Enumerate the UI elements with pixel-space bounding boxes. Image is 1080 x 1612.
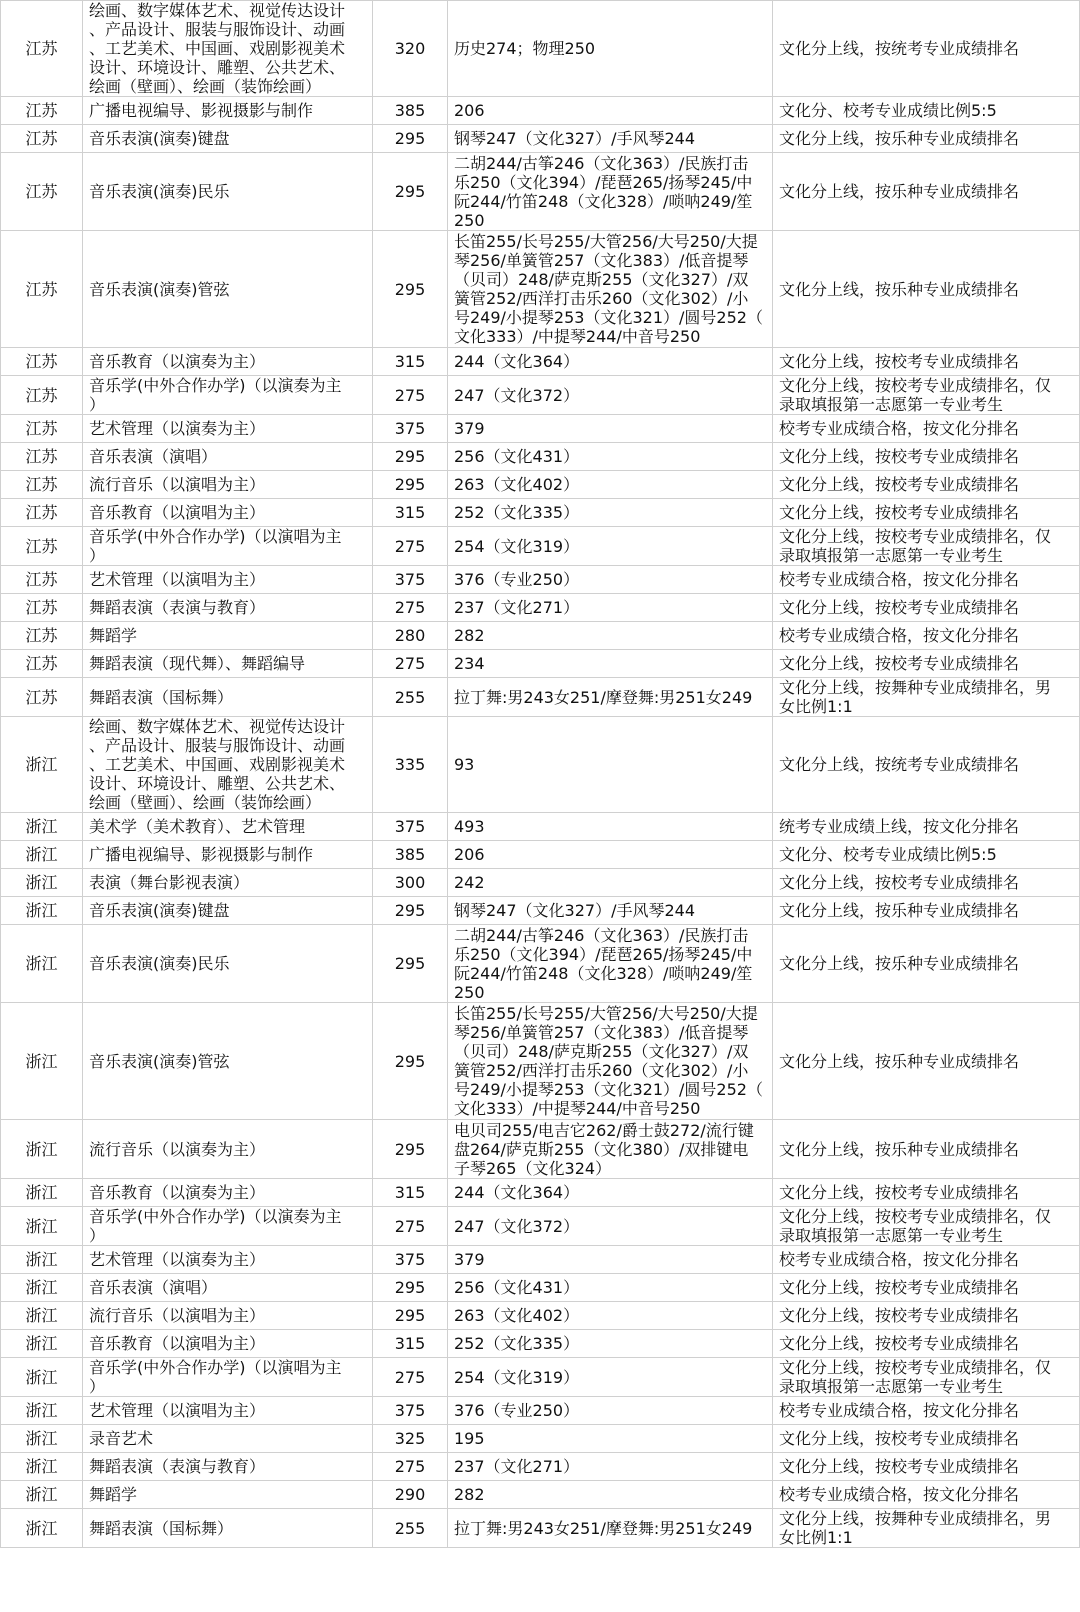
major-cell: 录音艺术 <box>83 1425 373 1453</box>
admission-score-cell: 206 <box>448 841 773 869</box>
province-cell: 江苏 <box>1 499 83 527</box>
control-line-cell: 375 <box>373 813 448 841</box>
control-line-cell: 325 <box>373 1425 448 1453</box>
control-line-cell: 295 <box>373 125 448 153</box>
admission-score-cell: 242 <box>448 869 773 897</box>
admission-score-cell: 376（专业250） <box>448 566 773 594</box>
table-row <box>1 471 1080 499</box>
admission-score-cell: 247（文化372） <box>448 1207 773 1246</box>
control-line-cell: 290 <box>373 1481 448 1509</box>
admission-score-cell: 历史274；物理250 <box>448 1 773 97</box>
admission-score-cell: 376（专业250） <box>448 1397 773 1425</box>
major-cell: 音乐学(中外合作办学)（以演唱为主 ） <box>83 527 373 566</box>
table-row <box>1 566 1080 594</box>
major-cell: 广播电视编导、影视摄影与制作 <box>83 97 373 125</box>
admission-score-cell: 244（文化364） <box>448 348 773 376</box>
admission-rule-cell: 文化分上线，按舞种专业成绩排名，男 女比例1:1 <box>773 678 1080 717</box>
table-row <box>1 1120 1080 1179</box>
province-cell: 江苏 <box>1 348 83 376</box>
admission-score-cell: 256（文化431） <box>448 1274 773 1302</box>
table-row <box>1 813 1080 841</box>
admission-rule-cell: 文化分上线，按乐种专业成绩排名 <box>773 1120 1080 1179</box>
admission-score-cell: 206 <box>448 97 773 125</box>
table-row <box>1 125 1080 153</box>
admission-rule-cell: 校考专业成绩合格，按文化分排名 <box>773 1246 1080 1274</box>
control-line-cell: 295 <box>373 1274 448 1302</box>
major-cell: 音乐表演（演唱） <box>83 1274 373 1302</box>
control-line-cell: 335 <box>373 717 448 813</box>
major-cell: 音乐教育（以演唱为主） <box>83 1330 373 1358</box>
control-line-cell: 375 <box>373 1246 448 1274</box>
table-row <box>1 1481 1080 1509</box>
control-line-cell: 275 <box>373 376 448 415</box>
table-row <box>1 1358 1080 1397</box>
admission-rule-cell: 文化分上线，按校考专业成绩排名 <box>773 443 1080 471</box>
control-line-cell: 295 <box>373 153 448 231</box>
admission-score-cell: 234 <box>448 650 773 678</box>
province-cell: 江苏 <box>1 97 83 125</box>
province-cell: 浙江 <box>1 869 83 897</box>
table-row <box>1 1397 1080 1425</box>
major-cell: 舞蹈学 <box>83 622 373 650</box>
province-cell: 浙江 <box>1 1358 83 1397</box>
control-line-cell: 280 <box>373 622 448 650</box>
major-cell: 音乐表演(演奏)键盘 <box>83 897 373 925</box>
province-cell: 江苏 <box>1 125 83 153</box>
major-cell: 舞蹈表演（国标舞） <box>83 678 373 717</box>
major-cell: 音乐教育（以演奏为主） <box>83 348 373 376</box>
admission-score-cell: 二胡244/古筝246（文化363）/民族打击 乐250（文化394）/琵琶265/扬琴245/中 阮244/竹笛248（文化328）/唢呐249/笙 250 <box>448 925 773 1003</box>
major-cell: 表演（舞台影视表演） <box>83 869 373 897</box>
control-line-cell: 295 <box>373 471 448 499</box>
admission-rule-cell: 文化分上线，按校考专业成绩排名，仅 录取填报第一志愿第一专业考生 <box>773 1207 1080 1246</box>
control-line-cell: 275 <box>373 594 448 622</box>
province-cell: 浙江 <box>1 1397 83 1425</box>
table-row <box>1 594 1080 622</box>
table-row <box>1 153 1080 231</box>
control-line-cell: 320 <box>373 1 448 97</box>
admission-rule-cell: 文化分上线，按统考专业成绩排名 <box>773 717 1080 813</box>
major-cell: 广播电视编导、影视摄影与制作 <box>83 841 373 869</box>
control-line-cell: 295 <box>373 897 448 925</box>
major-cell: 音乐表演(演奏)管弦 <box>83 231 373 348</box>
control-line-cell: 295 <box>373 231 448 348</box>
admission-score-cell: 493 <box>448 813 773 841</box>
province-cell: 浙江 <box>1 1179 83 1207</box>
admission-rule-cell: 校考专业成绩合格，按文化分排名 <box>773 622 1080 650</box>
control-line-cell: 315 <box>373 1330 448 1358</box>
major-cell: 艺术管理（以演奏为主） <box>83 415 373 443</box>
province-cell: 浙江 <box>1 1207 83 1246</box>
province-cell: 浙江 <box>1 1481 83 1509</box>
major-cell: 流行音乐（以演奏为主） <box>83 1120 373 1179</box>
major-cell: 舞蹈表演（表演与教育） <box>83 1453 373 1481</box>
table-row <box>1 527 1080 566</box>
admission-score-cell: 244（文化364） <box>448 1179 773 1207</box>
admission-score-cell: 252（文化335） <box>448 1330 773 1358</box>
province-cell: 浙江 <box>1 1425 83 1453</box>
major-cell: 音乐表演(演奏)民乐 <box>83 925 373 1003</box>
admission-score-cell: 256（文化431） <box>448 443 773 471</box>
major-cell: 绘画、数字媒体艺术、视觉传达设计 、产品设计、服装与服饰设计、动画 、工艺美术、中国画、戏剧影视美术 设计、环境设计、雕塑、公共艺术、 绘画（壁画）、绘画（装饰绘画） <box>83 1 373 97</box>
table-row <box>1 1453 1080 1481</box>
province-cell: 浙江 <box>1 717 83 813</box>
admission-score-cell: 254（文化319） <box>448 1358 773 1397</box>
table-row <box>1 443 1080 471</box>
table-row <box>1 650 1080 678</box>
major-cell: 音乐学(中外合作办学)（以演奏为主 ） <box>83 1207 373 1246</box>
control-line-cell: 375 <box>373 1397 448 1425</box>
control-line-cell: 275 <box>373 1453 448 1481</box>
admission-rule-cell: 校考专业成绩合格，按文化分排名 <box>773 1397 1080 1425</box>
major-cell: 舞蹈表演（表演与教育） <box>83 594 373 622</box>
major-cell: 绘画、数字媒体艺术、视觉传达设计 、产品设计、服装与服饰设计、动画 、工艺美术、中国画、戏剧影视美术 设计、环境设计、雕塑、公共艺术、 绘画（壁画）、绘画（装饰绘画） <box>83 717 373 813</box>
admission-score-cell: 长笛255/长号255/大管256/大号250/大提 琴256/单簧管257（文化383）/低音提琴 （贝司）248/萨克斯255（文化327）/双 簧管252/西洋打击乐260（文化302）/小 号249/小提琴253（文化321）/圆号252（ 文化333）/中提琴244/中音号250 <box>448 231 773 348</box>
admission-rule-cell: 文化分上线，按校考专业成绩排名 <box>773 1425 1080 1453</box>
table-row <box>1 1207 1080 1246</box>
admission-rule-cell: 文化分上线，按校考专业成绩排名 <box>773 1453 1080 1481</box>
admission-score-cell: 237（文化271） <box>448 1453 773 1481</box>
province-cell: 浙江 <box>1 1302 83 1330</box>
major-cell: 音乐表演（演唱） <box>83 443 373 471</box>
admission-rule-cell: 文化分上线，按校考专业成绩排名 <box>773 1179 1080 1207</box>
province-cell: 浙江 <box>1 1274 83 1302</box>
admission-score-cell: 二胡244/古筝246（文化363）/民族打击 乐250（文化394）/琵琶265/扬琴245/中 阮244/竹笛248（文化328）/唢呐249/笙 250 <box>448 153 773 231</box>
control-line-cell: 275 <box>373 1207 448 1246</box>
admission-score-cell: 379 <box>448 415 773 443</box>
major-cell: 舞蹈表演（国标舞） <box>83 1509 373 1548</box>
admission-rule-cell: 统考专业成绩上线，按文化分排名 <box>773 813 1080 841</box>
table-row <box>1 1330 1080 1358</box>
control-line-cell: 385 <box>373 841 448 869</box>
control-line-cell: 315 <box>373 348 448 376</box>
major-cell: 音乐教育（以演奏为主） <box>83 1179 373 1207</box>
admission-score-cell: 282 <box>448 1481 773 1509</box>
admission-rule-cell: 文化分上线，按校考专业成绩排名 <box>773 471 1080 499</box>
major-cell: 音乐表演(演奏)键盘 <box>83 125 373 153</box>
control-line-cell: 295 <box>373 925 448 1003</box>
control-line-cell: 255 <box>373 678 448 717</box>
major-cell: 舞蹈表演（现代舞）、舞蹈编导 <box>83 650 373 678</box>
major-cell: 艺术管理（以演奏为主） <box>83 1246 373 1274</box>
province-cell: 江苏 <box>1 678 83 717</box>
table-row <box>1 348 1080 376</box>
table-row <box>1 1509 1080 1548</box>
control-line-cell: 375 <box>373 566 448 594</box>
province-cell: 浙江 <box>1 1120 83 1179</box>
admission-score-cell: 252（文化335） <box>448 499 773 527</box>
admission-rule-cell: 文化分上线，按校考专业成绩排名 <box>773 650 1080 678</box>
admission-rule-cell: 文化分上线，按校考专业成绩排名，仅 录取填报第一志愿第一专业考生 <box>773 527 1080 566</box>
table-row <box>1 97 1080 125</box>
admission-score-cell: 237（文化271） <box>448 594 773 622</box>
major-cell: 音乐学(中外合作办学)（以演唱为主 ） <box>83 1358 373 1397</box>
control-line-cell: 295 <box>373 1003 448 1120</box>
admission-score-cell: 钢琴247（文化327）/手风琴244 <box>448 897 773 925</box>
admission-rule-cell: 校考专业成绩合格，按文化分排名 <box>773 415 1080 443</box>
control-line-cell: 295 <box>373 1302 448 1330</box>
province-cell: 浙江 <box>1 1246 83 1274</box>
province-cell: 江苏 <box>1 376 83 415</box>
admission-score-cell: 钢琴247（文化327）/手风琴244 <box>448 125 773 153</box>
admission-score-cell: 254（文化319） <box>448 527 773 566</box>
province-cell: 江苏 <box>1 1 83 97</box>
control-line-cell: 295 <box>373 1120 448 1179</box>
admission-rule-cell: 文化分上线，按校考专业成绩排名，仅 录取填报第一志愿第一专业考生 <box>773 1358 1080 1397</box>
table-row <box>1 231 1080 348</box>
table-row <box>1 897 1080 925</box>
admission-rule-cell: 文化分上线，按乐种专业成绩排名 <box>773 125 1080 153</box>
table-row <box>1 717 1080 813</box>
admission-rule-cell: 文化分上线，按校考专业成绩排名 <box>773 499 1080 527</box>
province-cell: 江苏 <box>1 231 83 348</box>
admission-rule-cell: 文化分上线，按乐种专业成绩排名 <box>773 897 1080 925</box>
province-cell: 江苏 <box>1 153 83 231</box>
control-line-cell: 275 <box>373 650 448 678</box>
table-row <box>1 1274 1080 1302</box>
table-row <box>1 376 1080 415</box>
admission-rule-cell: 文化分上线，按校考专业成绩排名 <box>773 348 1080 376</box>
admission-rule-cell: 文化分上线，按校考专业成绩排名 <box>773 1330 1080 1358</box>
control-line-cell: 385 <box>373 97 448 125</box>
province-cell: 江苏 <box>1 622 83 650</box>
major-cell: 音乐学(中外合作办学)（以演奏为主 ） <box>83 376 373 415</box>
province-cell: 浙江 <box>1 897 83 925</box>
major-cell: 艺术管理（以演唱为主） <box>83 566 373 594</box>
major-cell: 艺术管理（以演唱为主） <box>83 1397 373 1425</box>
province-cell: 浙江 <box>1 1509 83 1548</box>
admission-rule-cell: 文化分上线，按校考专业成绩排名 <box>773 1274 1080 1302</box>
province-cell: 江苏 <box>1 527 83 566</box>
province-cell: 江苏 <box>1 650 83 678</box>
major-cell: 流行音乐（以演唱为主） <box>83 471 373 499</box>
admission-rule-cell: 校考专业成绩合格，按文化分排名 <box>773 566 1080 594</box>
major-cell: 音乐表演(演奏)管弦 <box>83 1003 373 1120</box>
admission-rule-cell: 文化分上线，按舞种专业成绩排名，男 女比例1:1 <box>773 1509 1080 1548</box>
province-cell: 江苏 <box>1 566 83 594</box>
admission-rule-cell: 文化分上线，按乐种专业成绩排名 <box>773 925 1080 1003</box>
table-row <box>1 415 1080 443</box>
table-row <box>1 1179 1080 1207</box>
major-cell: 流行音乐（以演唱为主） <box>83 1302 373 1330</box>
admission-score-cell: 拉丁舞:男243女251/摩登舞:男251女249 <box>448 678 773 717</box>
major-cell: 音乐教育（以演唱为主） <box>83 499 373 527</box>
admission-rule-cell: 文化分上线，按校考专业成绩排名 <box>773 594 1080 622</box>
admission-score-cell: 长笛255/长号255/大管256/大号250/大提 琴256/单簧管257（文化383）/低音提琴 （贝司）248/萨克斯255（文化327）/双 簧管252/西洋打击乐260（文化302）/小 号249/小提琴253（文化321）/圆号252（ 文化333）/中提琴244/中音号250 <box>448 1003 773 1120</box>
admission-rule-cell: 文化分上线，按乐种专业成绩排名 <box>773 231 1080 348</box>
admission-rule-cell: 文化分上线，按校考专业成绩排名 <box>773 1302 1080 1330</box>
admission-rule-cell: 文化分上线，按校考专业成绩排名，仅 录取填报第一志愿第一专业考生 <box>773 376 1080 415</box>
table-row <box>1 841 1080 869</box>
province-cell: 浙江 <box>1 841 83 869</box>
admission-score-cell: 247（文化372） <box>448 376 773 415</box>
province-cell: 浙江 <box>1 1003 83 1120</box>
admission-rule-cell: 文化分上线，按乐种专业成绩排名 <box>773 1003 1080 1120</box>
province-cell: 江苏 <box>1 415 83 443</box>
table-row <box>1 622 1080 650</box>
admission-rule-cell: 文化分上线，按统考专业成绩排名 <box>773 1 1080 97</box>
major-cell: 舞蹈学 <box>83 1481 373 1509</box>
table-row <box>1 1 1080 97</box>
admission-rule-cell: 校考专业成绩合格，按文化分排名 <box>773 1481 1080 1509</box>
admission-score-cell: 93 <box>448 717 773 813</box>
table-row <box>1 678 1080 717</box>
table-row <box>1 1246 1080 1274</box>
province-cell: 江苏 <box>1 443 83 471</box>
table-row <box>1 1302 1080 1330</box>
province-cell: 浙江 <box>1 1330 83 1358</box>
table-row <box>1 869 1080 897</box>
table-row <box>1 499 1080 527</box>
province-cell: 江苏 <box>1 471 83 499</box>
province-cell: 浙江 <box>1 925 83 1003</box>
admission-score-cell: 拉丁舞:男243女251/摩登舞:男251女249 <box>448 1509 773 1548</box>
table-body <box>1 1 1080 1548</box>
control-line-cell: 275 <box>373 1358 448 1397</box>
table-row <box>1 1425 1080 1453</box>
province-cell: 浙江 <box>1 1453 83 1481</box>
admission-rule-cell: 文化分上线，按乐种专业成绩排名 <box>773 153 1080 231</box>
admission-rule-cell: 文化分、校考专业成绩比例5:5 <box>773 97 1080 125</box>
table-row <box>1 925 1080 1003</box>
admission-score-cell: 263（文化402） <box>448 1302 773 1330</box>
control-line-cell: 255 <box>373 1509 448 1548</box>
admission-score-cell: 379 <box>448 1246 773 1274</box>
control-line-cell: 300 <box>373 869 448 897</box>
control-line-cell: 275 <box>373 527 448 566</box>
control-line-cell: 315 <box>373 1179 448 1207</box>
major-cell: 音乐表演(演奏)民乐 <box>83 153 373 231</box>
admission-score-cell: 263（文化402） <box>448 471 773 499</box>
province-cell: 浙江 <box>1 813 83 841</box>
province-cell: 江苏 <box>1 594 83 622</box>
control-line-cell: 315 <box>373 499 448 527</box>
admission-score-cell: 电贝司255/电吉它262/爵士鼓272/流行键 盘264/萨克斯255（文化380）/双排键电 子琴265（文化324） <box>448 1120 773 1179</box>
control-line-cell: 295 <box>373 443 448 471</box>
admission-score-cell: 195 <box>448 1425 773 1453</box>
admission-score-cell: 282 <box>448 622 773 650</box>
admission-rule-cell: 文化分上线，按校考专业成绩排名 <box>773 869 1080 897</box>
admission-rule-cell: 文化分、校考专业成绩比例5:5 <box>773 841 1080 869</box>
control-line-cell: 375 <box>373 415 448 443</box>
major-cell: 美术学（美术教育）、艺术管理 <box>83 813 373 841</box>
table-row <box>1 1003 1080 1120</box>
